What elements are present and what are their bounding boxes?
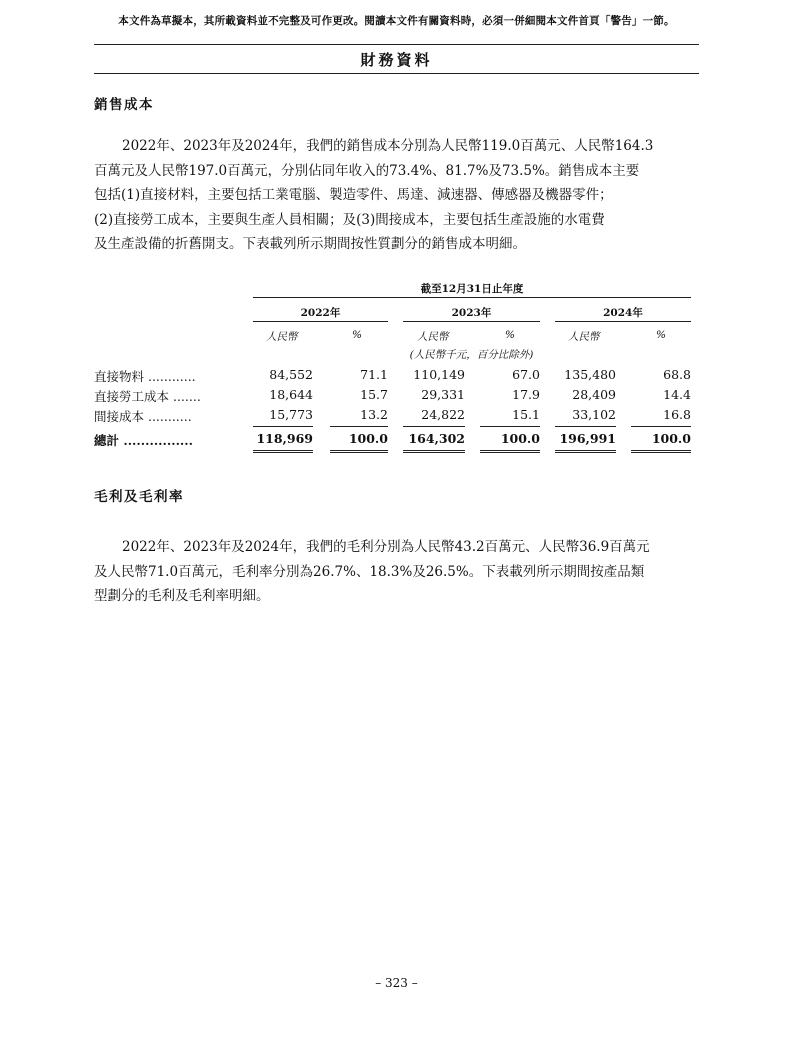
cost-of-sales-heading: 銷售成本 [94, 97, 154, 113]
year-header-2024: 2024年 [603, 307, 643, 319]
table-cell: 118,969 [256, 431, 313, 446]
subtotal-rule [555, 426, 616, 427]
table-cell: 28,409 [572, 387, 616, 402]
table-cell: 15,773 [269, 407, 313, 422]
total-double-rule [555, 450, 616, 453]
subtotal-rule [403, 426, 465, 427]
subtotal-rule [330, 426, 388, 427]
cost-of-sales-paragraph [94, 134, 699, 257]
table-cell: 67.0 [512, 367, 540, 382]
col-pct-2022: % [352, 329, 362, 341]
page-number: – 323 – [375, 976, 418, 990]
paragraph-line: 型劃分的毛利及毛利率明細。 [94, 588, 270, 604]
unit-note: (人民幣千元，百分比除外) [409, 349, 534, 361]
year-header-2022: 2022年 [300, 307, 341, 319]
top-rule [94, 44, 699, 45]
table-cell: 68.8 [663, 367, 691, 382]
row-label-direct-materials: 直接物料 ............ [94, 369, 196, 384]
row-label-overhead: 間接成本 ........... [94, 409, 192, 424]
table-cell: 110,149 [413, 367, 465, 382]
total-double-rule [253, 450, 313, 453]
table-cell: 16.8 [663, 407, 691, 422]
table-cell: 24,822 [421, 407, 465, 422]
year-rule-2024 [555, 321, 691, 322]
table-cell: 29,331 [421, 387, 465, 402]
paragraph-line: 2022年、2023年及2024年，我們的毛利分別為人民幣43.2百萬元、人民幣36.9百萬元 [122, 539, 650, 555]
draft-warning: 本文件為草擬本，其所載資料並不完整及可作更改。閱讀本文件有關資料時，必須一併細閱本文件首頁「警告」一節。 [118, 15, 675, 27]
col-rmb-2022: 人民幣 [266, 331, 298, 343]
subtotal-rule [480, 426, 540, 427]
table-cell: 196,991 [559, 431, 616, 446]
paragraph-line: 包括(1)直接材料，主要包括工業電腦、製造零件、馬達、減速器、傳感器及機器零件； [94, 187, 613, 203]
total-double-rule [403, 450, 465, 453]
col-pct-2024: % [656, 329, 666, 341]
table-cell: 15.1 [512, 407, 540, 422]
year-header-2023: 2023年 [451, 307, 492, 319]
row-label-total: 總計 ................ [94, 433, 193, 448]
subtotal-rule [631, 426, 691, 427]
gross-profit-paragraph [94, 535, 699, 609]
subtotal-rule [253, 426, 313, 427]
year-rule-2022 [253, 321, 388, 322]
table-cell: 17.9 [512, 387, 540, 402]
period-rule [253, 297, 691, 298]
table-cell: 100.0 [651, 431, 691, 446]
col-rmb-2023: 人民幣 [417, 331, 449, 343]
row-label-direct-labor: 直接勞工成本 ....... [94, 389, 201, 404]
table-cell: 18,644 [269, 387, 313, 402]
total-double-rule [480, 450, 540, 453]
table-cell: 71.1 [360, 367, 388, 382]
section-title: 財務資料 [360, 51, 433, 69]
table-cell: 135,480 [564, 367, 616, 382]
table-cell: 15.7 [360, 387, 388, 402]
table-cell: 100.0 [500, 431, 540, 446]
table-cell: 84,552 [269, 367, 313, 382]
table-cell: 13.2 [360, 407, 388, 422]
year-rule-2023 [403, 321, 540, 322]
title-rule [94, 73, 699, 74]
table-cell: 14.4 [663, 387, 691, 402]
table-cell: 100.0 [348, 431, 388, 446]
paragraph-line: 百萬元及人民幣197.0百萬元，分別佔同年收入的73.4%、81.7%及73.5%。銷售成本主要 [94, 162, 640, 179]
col-rmb-2024: 人民幣 [568, 331, 600, 343]
table-cell: 164,302 [408, 431, 465, 446]
total-double-rule [330, 450, 388, 453]
period-header: 截至12月31日止年度 [420, 283, 524, 295]
paragraph-line: 2022年、2023年及2024年，我們的銷售成本分別為人民幣119.0百萬元、人民幣164.3 [122, 138, 654, 154]
paragraph-line: (2)直接勞工成本，主要與生產人員相關；及(3)間接成本，主要包括生產設施的水電費 [94, 211, 605, 228]
paragraph-line: 及人民幣71.0百萬元，毛利率分別為26.7%、18.3%及26.5%。下表載列所示期間按產品類 [94, 563, 645, 580]
gross-profit-heading: 毛利及毛利率 [94, 489, 184, 505]
table-cell: 33,102 [572, 407, 616, 422]
total-double-rule [631, 450, 691, 453]
paragraph-line: 及生產設備的折舊開支。下表載列所示期間按性質劃分的銷售成本明細。 [94, 236, 526, 252]
col-pct-2023: % [505, 329, 515, 341]
